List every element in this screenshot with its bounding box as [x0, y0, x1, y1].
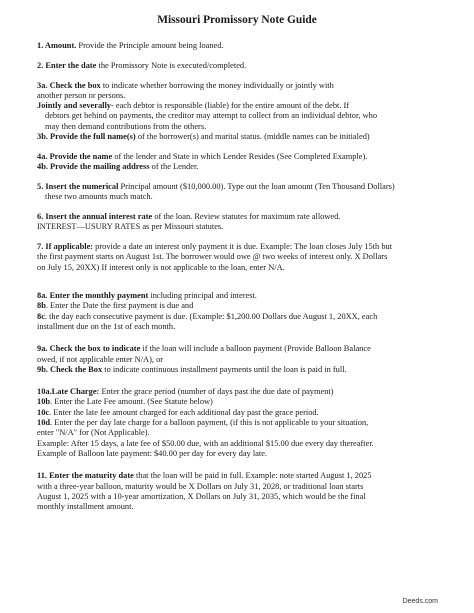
text-line	[37, 301, 437, 311]
text-line	[37, 41, 437, 51]
text-line	[37, 263, 437, 273]
text-line	[37, 162, 437, 172]
bold-label: 2. Enter the date	[37, 60, 97, 70]
body-text: owed, if not applicable enter N/A), or	[37, 354, 164, 364]
text-line	[37, 242, 437, 252]
body-text: debtors get behind on payments, the creditor may attempt to collect from an individual debtor, who	[45, 111, 378, 121]
instruction-section	[37, 182, 437, 203]
instruction-section	[37, 471, 437, 512]
text-line	[37, 312, 437, 322]
text-line	[37, 408, 437, 418]
body-text: the Promissory Note is executed/completed.	[96, 60, 247, 70]
bold-label: 1. Amount.	[37, 41, 77, 50]
bold-label: 6. Insert the annual interest rate	[37, 212, 153, 222]
page-title: Missouri Promissory Note Guide	[157, 14, 317, 26]
text-line	[37, 132, 437, 142]
instruction-section	[37, 344, 437, 375]
bold-label: 10c	[37, 407, 50, 417]
text-line	[37, 91, 437, 101]
body-text: the first payment starts on August 1st. The borrower would owe @ two weeks of interest only. X Dollars	[37, 252, 388, 262]
text-line	[37, 397, 437, 407]
body-text: - each debtor is responsible (liable) for the entire amount of the debt. If	[110, 101, 350, 111]
text-line	[37, 101, 437, 111]
body-text: Enter the grace period (number of days past the due date of payment)	[99, 387, 334, 397]
bold-label: 8a. Enter the monthly payment	[37, 291, 149, 301]
body-text: may then demand contributions from the others.	[45, 121, 207, 131]
body-text: provide a date an interest only payment it is due. Example: The loan closes July 15th but	[93, 242, 393, 252]
bold-label: 11. Enter the maturity date	[37, 471, 134, 481]
body-text: to indicate whether borrowing the money individually or jointly with	[100, 80, 334, 90]
text-line	[37, 492, 437, 502]
body-text: that the loan will be paid in full. Example: note started August 1, 2025	[133, 471, 372, 481]
body-text: Provide the Principle amount being loaned.	[76, 41, 224, 50]
text-line	[37, 439, 437, 449]
text-line	[37, 355, 437, 365]
body-text: Principal amount ($10,000.00). Type out the loan amount (Ten Thousand Dollars)	[118, 181, 395, 191]
body-text: of the Lender.	[149, 162, 199, 172]
body-text: . Enter the per day late charge for a balloon payment, (if this is not applicable to your situation,	[50, 418, 369, 428]
bold-label: 4a. Provide the name	[37, 151, 113, 161]
bold-label: 9a. Check the box to indicate	[37, 344, 141, 354]
body-text: monthly installment amount.	[37, 502, 134, 512]
body-text: on July 15, 20XX) If interest only is not applicable to the loan, enter N/A.	[37, 262, 285, 272]
text-line	[37, 502, 437, 512]
bold-label: Jointly and severally	[37, 101, 111, 111]
text-line	[37, 482, 437, 492]
text-line	[37, 61, 437, 71]
text-line	[37, 365, 437, 375]
text-line	[37, 81, 437, 91]
body-text: to indicate continuous installment payments until the loan is paid in full.	[102, 364, 347, 374]
body-text: of the lender and State in which Lender Resides (See Completed Example).	[112, 151, 368, 161]
bold-label: 10a.Late Charge:	[37, 387, 100, 397]
text-line	[37, 428, 437, 438]
body-text: . Enter the late fee amount charged for each additional day past the grace period.	[49, 407, 319, 417]
text-line	[37, 344, 437, 354]
bold-label: 5. Insert the numerical	[37, 181, 119, 191]
bold-label: 8b	[37, 301, 46, 311]
text-line	[37, 152, 437, 162]
body-text: INTEREST—USURY RATES as per Missouri statutes.	[37, 222, 224, 232]
body-text: enter "N/A" for (Not Applicable).	[37, 428, 150, 438]
instruction-section	[37, 152, 437, 173]
bold-label: 4b. Provide the mailing address	[37, 162, 150, 172]
bold-label: 10d	[37, 418, 51, 428]
body-text: of the loan. Review statutes for maximum rate allowed.	[152, 212, 341, 222]
body-text: these two amounts much match.	[45, 192, 153, 202]
body-text: Example: After 15 days, a late fee of $50.00 due, with an additional $15.00 due every day thereafter.	[37, 438, 374, 448]
text-line	[37, 471, 437, 481]
text-line	[37, 291, 437, 301]
body-text: . the day each consecutive payment is due. (Example: $1,200.00 Dollars due August 1, 20XX, each	[44, 311, 378, 321]
text-line	[37, 122, 437, 132]
document-body	[37, 41, 437, 512]
instruction-section	[37, 242, 437, 273]
bold-label: 10b	[37, 397, 51, 407]
text-line	[37, 322, 437, 332]
body-text: . Enter the Late Fee amount. (See Statute below)	[50, 397, 213, 407]
body-text: . Enter the Date the first payment is due and	[45, 301, 194, 311]
text-line	[37, 212, 437, 222]
text-line	[37, 449, 437, 459]
bold-label: 3b. Provide the full name(s)	[37, 132, 136, 142]
text-line	[37, 222, 437, 232]
instruction-section	[37, 61, 437, 71]
instruction-section	[37, 387, 437, 459]
body-text: installment due on the 1st of each month.	[37, 321, 176, 331]
text-line	[37, 387, 437, 397]
bold-label: 3a. Check the box	[37, 80, 101, 90]
text-line	[37, 252, 437, 262]
instruction-section	[37, 212, 437, 233]
text-line	[37, 111, 437, 121]
body-text: August 1, 2025 with a 10-year amortization, X Dollars on July 31, 2035, which would be the final	[37, 491, 366, 501]
instruction-section	[37, 291, 437, 332]
footer-source: Deeds.com	[402, 598, 438, 605]
instruction-section	[37, 41, 437, 51]
bold-label: 9b. Check the Box	[37, 364, 103, 374]
body-text: another person or persons.	[37, 90, 126, 100]
body-text: with a three-year balloon, maturity would be X Dollars on July 31, 2028, or traditional loan starts	[37, 481, 364, 491]
text-line	[37, 192, 437, 202]
bold-label: 8c	[37, 311, 45, 321]
bold-label: 7. If applicable:	[37, 242, 94, 252]
text-line	[37, 182, 437, 192]
body-text: including principal and interest.	[148, 291, 257, 301]
text-line	[37, 418, 437, 428]
body-text: Example of Balloon late payment: $40.00 per day for every day late.	[37, 448, 268, 458]
instruction-section	[37, 81, 437, 143]
body-text: of the borrower(s) and marital status. (middle names can be initialed)	[135, 132, 370, 142]
body-text: if the loan will include a balloon payment (Provide Balloon Balance	[140, 344, 371, 354]
